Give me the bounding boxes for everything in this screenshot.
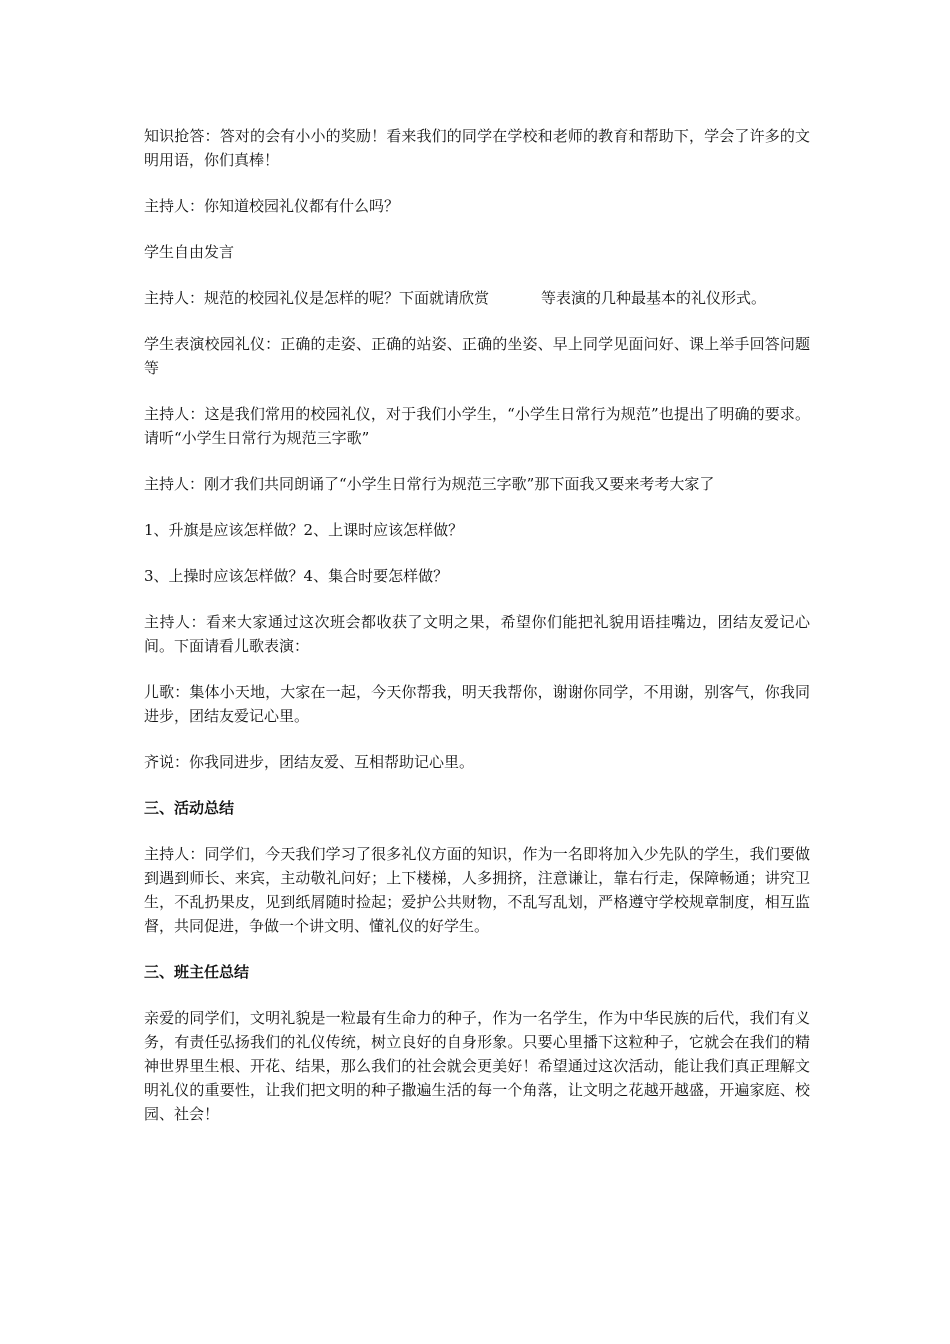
paragraph-free-speech: 学生自由发言 bbox=[144, 243, 235, 261]
paragraph-host-norms: 主持人：这是我们常用的校园礼仪，对于我们小学生，“小学生日常行为规范”也提出了明确的要求。请听“小学生日常行为规范三字歌” bbox=[144, 405, 810, 447]
section-heading-teacher-summary: 三、班主任总结 bbox=[144, 963, 250, 981]
paragraph-host-harvest: 主持人：看来大家通过这次班会都收获了文明之果，希望你们能把礼貌用语挂嘴边，团结友爱记心间。下面请看儿歌表演： bbox=[144, 613, 810, 655]
paragraph-questions-3-4: 3、上操时应该怎样做？4、集合时要怎样做？ bbox=[144, 567, 449, 585]
paragraph-knowledge-quiz: 知识抢答：答对的会有小小的奖励！看来我们的同学在学校和老师的教育和帮助下，学会了许多的文明用语，你们真棒！ bbox=[144, 127, 810, 169]
paragraph-host-etiquette-intro bbox=[144, 286, 810, 310]
paragraph-children-song: 儿歌：集体小天地，大家在一起，今天你帮我，明天我帮你，谢谢你同学，不用谢，别客气，你我同进步，团结友爱记心里。 bbox=[144, 683, 810, 725]
paragraph-host-etiquette-intro-part2: 等表演的几种最基本的礼仪形式。 bbox=[541, 289, 767, 307]
paragraph-chorus: 齐说：你我同进步，团结友爱、互相帮助记心里。 bbox=[144, 753, 475, 771]
paragraph-host-quiz-intro: 主持人：刚才我们共同朗诵了“小学生日常行为规范三字歌”那下面我又要来考考大家了 bbox=[144, 475, 715, 493]
paragraph-student-performance: 学生表演校园礼仪：正确的走姿、正确的站姿、正确的坐姿、早上同学见面问好、课上举手回答问题等 bbox=[144, 335, 810, 377]
paragraph-teacher-summary: 亲爱的同学们，文明礼貌是一粒最有生命力的种子，作为一名学生，作为中华民族的后代，我们有义务，有责任弘扬我们的礼仪传统，树立良好的自身形象。只要心里播下这粒种子，它就会在我们的精神世界里生根、开花、结果，那么我们的社会就会更美好！希望通过这次活动，能让我们真正理解文明礼仪的重要性，让我们把文明的种子撒遍生活的每一个角落，让文明之花越开越盛，开遍家庭、校园、社会！ bbox=[144, 1009, 810, 1123]
paragraph-host-summary: 主持人：同学们，今天我们学习了很多礼仪方面的知识，作为一名即将加入少先队的学生，我们要做到遇到师长、来宾，主动敬礼问好；上下楼梯，人多拥挤，注意谦让，靠右行走，保障畅通；讲究卫生，不乱扔果皮，见到纸屑随时捡起；爱护公共财物，不乱写乱划，严格遵守学校规章制度，相互监督，共同促进，争做一个讲文明、懂礼仪的好学生。 bbox=[144, 845, 810, 935]
paragraph-host-etiquette-intro-part1: 主持人：规范的校园礼仪是怎样的呢？下面就请欣赏 bbox=[144, 289, 490, 307]
paragraph-questions-1-2: 1、升旗是应该怎样做？2、上课时应该怎样做？ bbox=[144, 521, 464, 539]
document-body bbox=[144, 124, 810, 1148]
paragraph-host-question: 主持人：你知道校园礼仪都有什么吗？ bbox=[144, 197, 400, 215]
section-heading-activity-summary: 三、活动总结 bbox=[144, 799, 235, 817]
